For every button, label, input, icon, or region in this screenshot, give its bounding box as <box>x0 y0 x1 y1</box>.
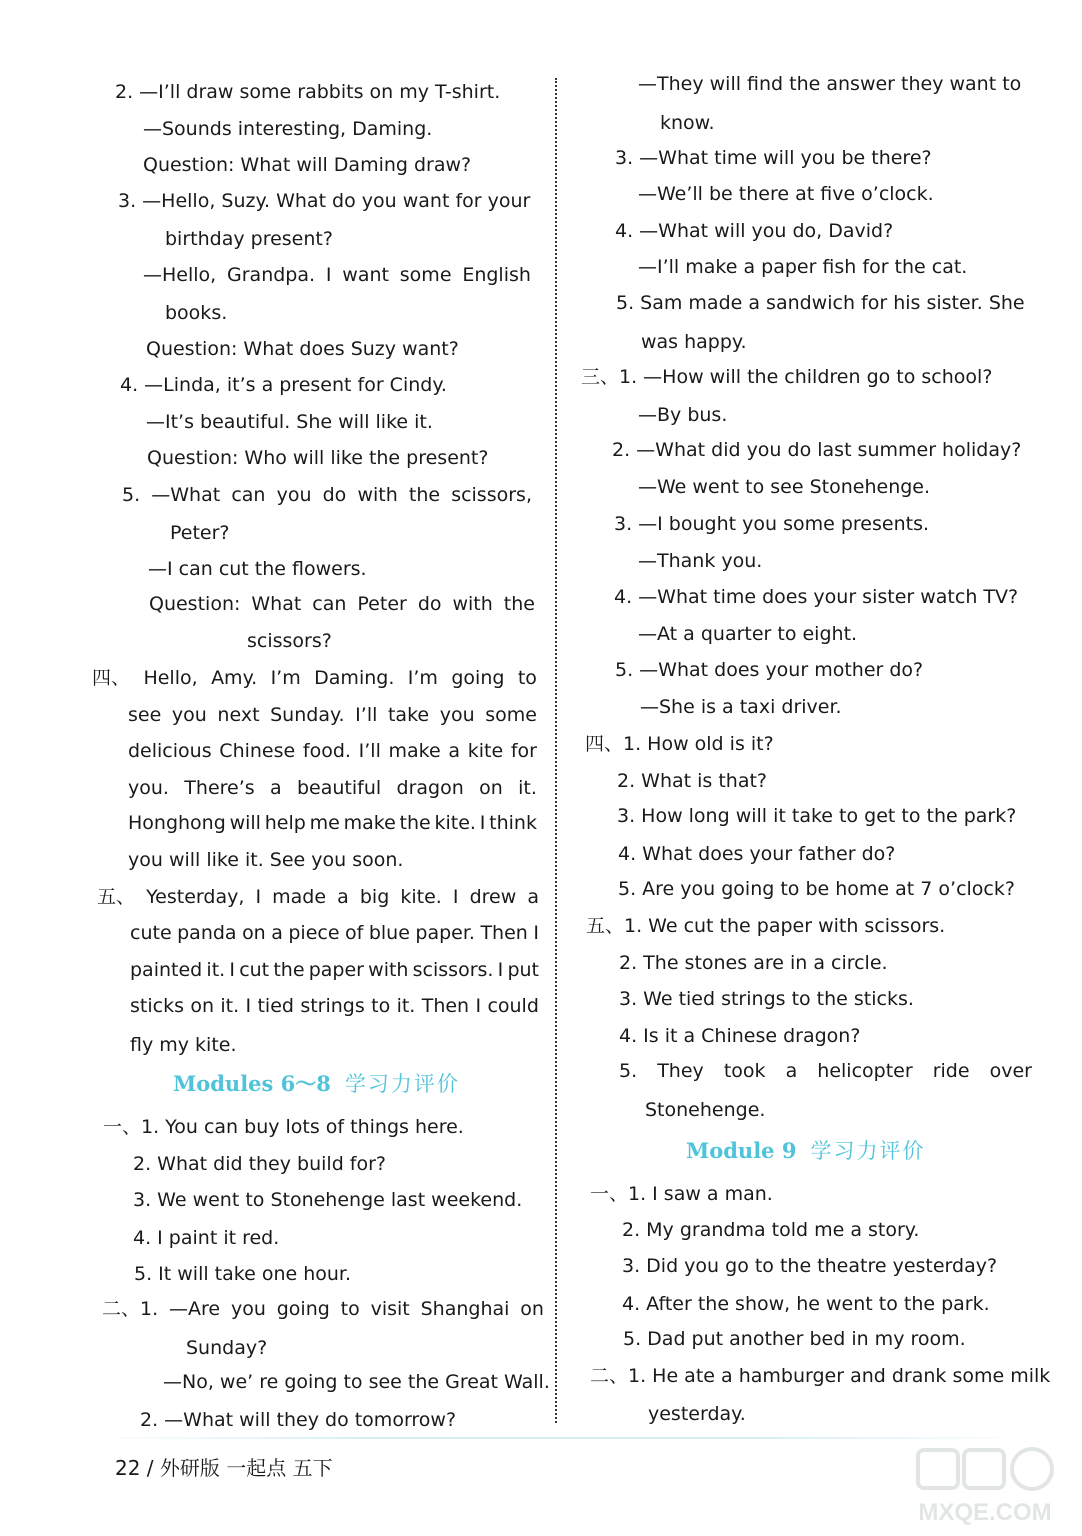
right-line: 3. —I bought you some presents. <box>614 513 930 535</box>
left-line: —Sounds interesting, Daming. <box>143 118 433 140</box>
left-line: Question: What can Peter do with the <box>149 593 535 615</box>
left-line: Sunday? <box>186 1337 268 1359</box>
left-line: 2. —What will they do tomorrow? <box>140 1409 457 1431</box>
right-line: 4. —What will you do, David? <box>615 220 894 242</box>
right-line: 3. We tied strings to the sticks. <box>619 988 914 1010</box>
right-line: 5. They took a helicopter ride over <box>619 1060 1032 1082</box>
right-line: know. <box>660 112 715 134</box>
right-line: 五、1. We cut the paper with scissors. <box>586 915 946 937</box>
left-line: 一、1. You can buy lots of things here. <box>103 1116 464 1138</box>
right-line: 4. —What time does your sister watch TV? <box>614 586 1019 608</box>
left-line: —No, we’ re going to see the Great Wall. <box>163 1371 550 1393</box>
left-line: 4. I paint it red. <box>133 1227 280 1249</box>
right-line: 5. Dad put another bed in my room. <box>623 1328 966 1350</box>
left-line: birthday present? <box>165 228 333 250</box>
right-line: 2. What is that? <box>617 770 768 792</box>
left-line: 5. It will take one hour. <box>134 1263 352 1285</box>
right-line: —We went to see Stonehenge. <box>638 476 931 498</box>
heading-evaluation-label: 学习力评价 <box>810 1139 926 1163</box>
left-line: 3. —Hello, Suzy. What do you want for your <box>118 190 531 212</box>
left-line: cute panda on a piece of blue paper. Then I <box>130 922 539 944</box>
right-line: 2. —What did you do last summer holiday? <box>612 439 1022 461</box>
right-line: 2. My grandma told me a story. <box>622 1219 920 1241</box>
watermark-logo <box>900 1444 1070 1530</box>
right-line: 5. Sam made a sandwich for his sister. She <box>616 292 1025 314</box>
left-line: Question: Who will like the present? <box>147 447 489 469</box>
footer-line <box>90 1437 1030 1439</box>
right-line: 四、1. How old is it? <box>585 733 774 755</box>
right-line: 5. —What does your mother do? <box>615 659 924 681</box>
heading-module-label: Modules 6～8 <box>173 1071 331 1096</box>
left-line: 五、 Yesterday, I made a big kite. I drew a <box>97 886 539 908</box>
left-line: see you next Sunday. I’ll take you some <box>128 704 537 726</box>
right-line: —We’ll be there at five o’clock. <box>638 183 934 205</box>
left-line: you will like it. See you soon. <box>128 849 404 871</box>
right-line: 3. How long will it take to get to the park? <box>617 805 1017 827</box>
right-line: 4. Is it a Chinese dragon? <box>619 1025 861 1047</box>
left-line: —I can cut the flowers. <box>148 558 367 580</box>
left-line: 2. —I’ll draw some rabbits on my T-shirt. <box>115 81 501 103</box>
right-line: 5. Are you going to be home at 7 o’clock? <box>618 878 1015 900</box>
left-line: Question: What will Daming draw? <box>143 154 472 176</box>
watermark-text: MXQE.COM <box>918 1499 1052 1526</box>
right-line: —I’ll make a paper fish for the cat. <box>638 256 968 278</box>
right-line: 4. What does your father do? <box>618 843 896 865</box>
left-line: you. There’s a beautiful dragon on it. <box>128 777 537 799</box>
left-line: 二、1. —Are you going to visit Shanghai on <box>102 1298 544 1320</box>
heading-module-label: Module 9 <box>686 1138 797 1163</box>
answer-stamp-icon <box>900 1444 1070 1530</box>
right-line: —They will find the answer they want to <box>638 73 1022 95</box>
left-line: Peter? <box>170 522 230 544</box>
left-line: —It’s beautiful. She will like it. <box>146 411 433 433</box>
left-line: Honghong will help me make the kite. I think <box>128 812 537 834</box>
right-line: yesterday. <box>648 1403 746 1425</box>
left-line: scissors? <box>247 630 332 652</box>
right-line: 2. The stones are in a circle. <box>619 952 888 974</box>
left-line: 2. What did they build for? <box>133 1153 387 1175</box>
section-heading-module-9 <box>686 1137 925 1165</box>
right-line: —She is a taxi driver. <box>640 696 842 718</box>
right-line: 3. Did you go to the theatre yesterday? <box>622 1255 998 1277</box>
page-footer: 22 / 外研版 一起点 五下 <box>115 1456 333 1480</box>
left-line: delicious Chinese food. I’ll make a kite for <box>128 740 537 762</box>
left-line: 4. —Linda, it’s a present for Cindy. <box>120 374 447 396</box>
left-line: sticks on it. I tied strings to it. Then I could <box>130 995 539 1017</box>
right-line: 三、1. —How will the children go to school? <box>581 366 993 388</box>
right-line: 一、1. I saw a man. <box>590 1183 773 1205</box>
right-line: —Thank you. <box>638 550 763 572</box>
left-line: 3. We went to Stonehenge last weekend. <box>133 1189 523 1211</box>
left-line: Question: What does Suzy want? <box>146 338 459 360</box>
right-line: 3. —What time will you be there? <box>615 147 932 169</box>
left-line: painted it. I cut the paper with scissors. I put <box>130 959 539 981</box>
column-divider <box>555 78 557 1423</box>
right-line: 4. After the show, he went to the park. <box>622 1293 990 1315</box>
left-line: 四、 Hello, Amy. I’m Daming. I’m going to <box>92 667 537 689</box>
right-line: —By bus. <box>638 404 728 426</box>
left-line: 5. —What can you do with the scissors, <box>122 484 532 506</box>
right-line: was happy. <box>641 331 747 353</box>
left-line: —Hello, Grandpa. I want some English <box>143 264 531 286</box>
left-line: fly my kite. <box>130 1034 237 1056</box>
heading-evaluation-label: 学习力评价 <box>344 1072 460 1096</box>
right-line: —At a quarter to eight. <box>638 623 858 645</box>
left-line: books. <box>165 302 228 324</box>
section-heading-modules-6-8 <box>173 1070 460 1098</box>
right-line: Stonehenge. <box>645 1099 766 1121</box>
right-line: 二、1. He ate a hamburger and drank some milk <box>590 1365 1051 1387</box>
